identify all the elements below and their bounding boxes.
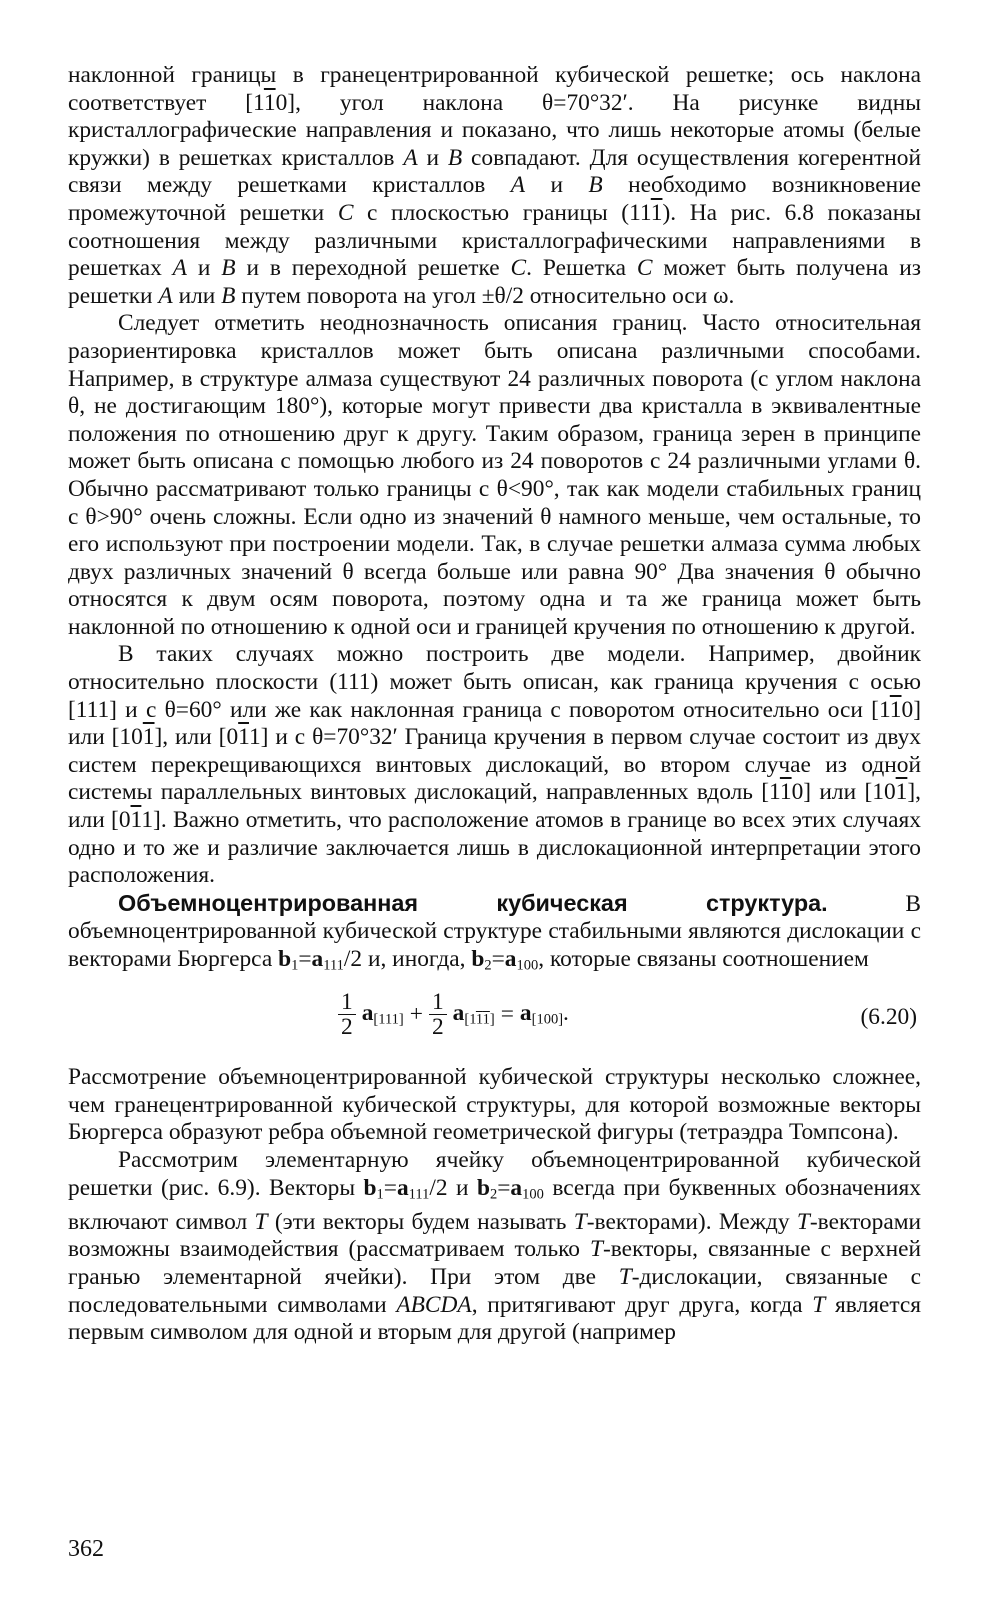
paragraph-2: Следует отметить неоднозначность описания границ. Часто относительная разориентировка кристаллов может быть описана различными способами. Например, в структуре алмаза существуют 24 различных поворота (с углом наклона θ, не достигающим 180°), которые могут привести два кристалла в эквивалентные положения по отношению друг к другу. Таким образом, граница зерен в принципе может быть описана с помощью любого из 24 поворотов с 24 различными углами θ. Обычно рассматривают только границы с θ<90°, так как модели стабильных границ с θ>90° очень сложны. Если одно из значений θ намного меньше, чем остальные, то его используют при построении модели. Так, в случае решетки алмаза сумма любых двух различных значений θ всегда больше или равна 90° Два значения θ обычно относятся к двум осям поворота, поэтому одна и та же граница может быть наклонной по отношению к одной оси и границей кручения по отношению к другой. <box>68 310 921 640</box>
paragraph-3: В таких случаях можно построить две модели. Например, двойник относительно плоскости (111) может быть описан, как граница кручения с осью [111] и с θ=60° или же как наклонная граница с поворотом относительно оси [110] или [101], или [011] и с θ=70°32′ Граница кручения в первом случае состоит из двух систем перекрещивающихся винтовых дислокаций, во втором случае из одной системы параллельных винтовых дислокаций, направленных вдоль [110] или [101], или [011]. Важно отметить, что расположение атомов в границе во всех этих случаях одно и то же и различие заключается лишь в дислокационной интерпретации этого расположения. <box>68 641 921 889</box>
equation-number: (6.20) <box>860 1004 917 1031</box>
paragraph-1: наклонной границы в гранецентрированной кубической решетке; ось наклона соответствует [110], угол наклона θ=70°32′. На рисунке видны кристаллографические направления и показано, что лишь некоторые атомы (белые кружки) в решетках кристаллов A и B совпадают. Для осуществления когерентной связи между решетками кристаллов A и B необходимо возникновение промежуточной решетки C с плоскостью границы (111). На рис. 6.8 показаны соотношения между различными кристаллографическими направлениями в решетках A и B и в переходной решетке C. Решетка C может быть получена из решетки A или B путем поворота на угол ±θ/2 относительно оси ω. <box>68 62 921 309</box>
page-number: 362 <box>68 1536 104 1562</box>
paragraph-4: Объемноцентрированная кубическая структура. В объемноцентрированной кубической структуре стабильными являются дислокации с векторами Бюргерса $b_1=a_{111}/2$ и, иногда, $b_2=a_{100}$, которые связаны соотношением <box>68 889 922 974</box>
fraction-half-2: $\frac{1}{2}$ <box>429 990 447 1039</box>
eq-rhs: $a_{[100]}$. <box>519 1000 569 1029</box>
fraction-half-1: $\frac{1}{2}$ <box>338 990 356 1039</box>
eq-term-2: $a_{[111]}$ <box>452 1000 495 1029</box>
eq-term-1: $a_{[111]}$ <box>361 1000 404 1029</box>
paragraph-6: Рассмотрим элементарную ячейку объемноцентрированной кубической решетки (рис. 6.9). Векторы $b_1=a_{111}/2$ и $b_2=a_{100}$ всегда при буквенных обозначениях включают символ T (эти векторы будем называть T-векторами). Между T-векторами возможны взаимодействия (рассматриваем только T-векторы, связанные с верхней гранью элементарной ячейки). При этом две T-дислокации, связанные с последовательными символами ABCDA, притягивают друг друга, когда T является первым символом для одной и вторым для другой (например <box>68 1147 922 1346</box>
equation-6-20: $\frac{1}{2}$ $a_{[111]}$ + $\frac{1}{2}$ $a_{[111]}$ = $a_{[100]}$. (6.20) <box>68 986 921 1054</box>
paragraph-5: Рассмотрение объемноцентрированной кубической структуры несколько сложнее, чем гранецентрированной кубической структуры, для которой возможные векторы Бюргерса образуют ребра объемной геометрической фигуры (тетраэдра Томпсона). <box>68 1064 921 1146</box>
section-heading: Объемноцентрированная кубическая структура. <box>118 889 828 916</box>
